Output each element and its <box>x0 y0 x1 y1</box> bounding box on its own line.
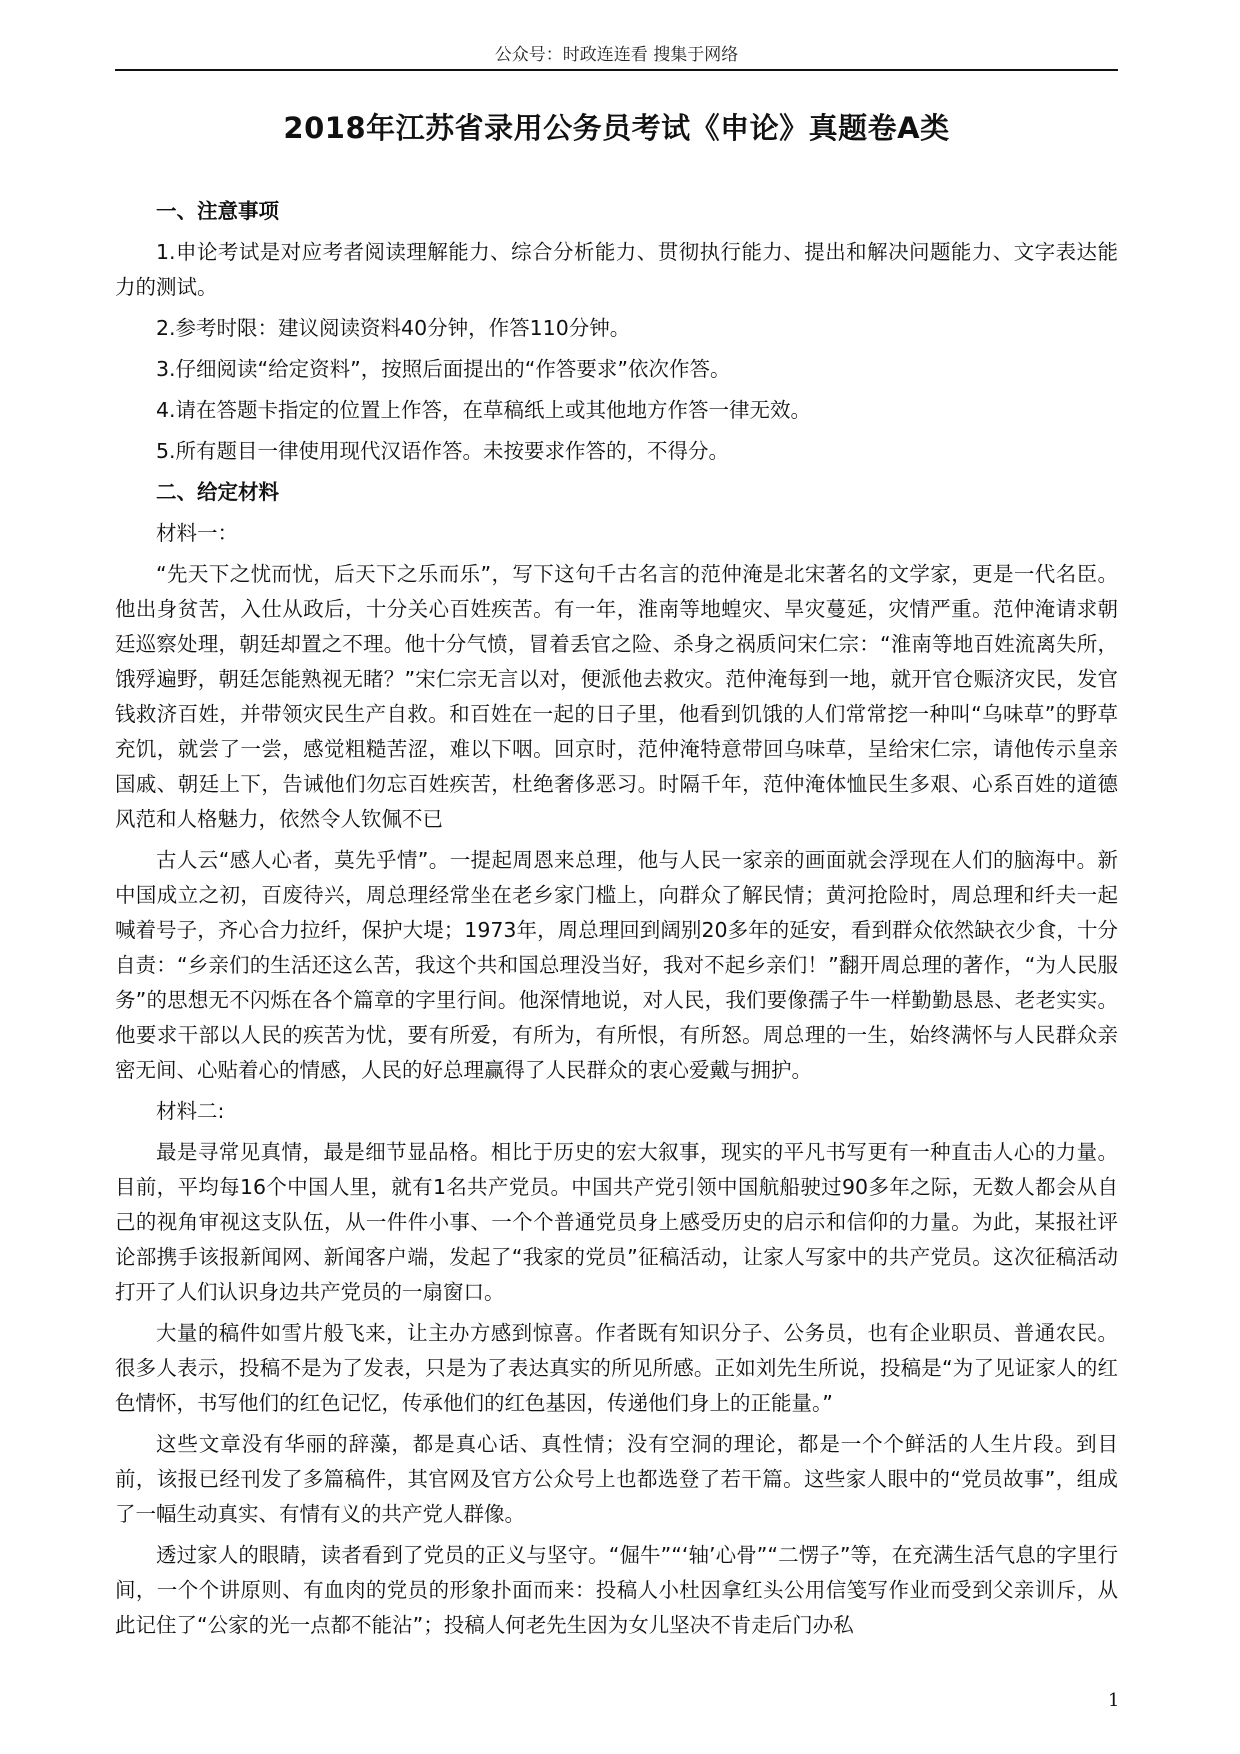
note-item-4: 4.请在答题卡指定的位置上作答，在草稿纸上或其他地方作答一律无效。 <box>156 398 812 422</box>
paragraph: “先天下之忧而忧，后天下之乐而乐”，写下这句千古名言的范仲淹是北宋著名的文学家，更是一代名臣。他出身贫苦，入仕从政后，十分关心百姓疾苦。有一年，淮南等地蝗灾、旱灾蔓延，灾情严重。范仲淹请求朝廷巡察处理，朝廷却置之不理。他十分气愤，冒着丢官之险、杀身之祸质问宋仁宗：“淮南等地百姓流离失所，饿殍遍野，朝廷怎能熟视无睹？”宋仁宗无言以对，便派他去救灾。范仲淹每到一地，就开官仓赈济灾民，发官钱救济百姓，并带领灾民生产自救。和百姓在一起的日子里，他看到饥饿的人们常常挖一种叫“乌味草”的野草充饥，就尝了一尝，感觉粗糙苦涩，难以下咽。回京时，范仲淹特意带回乌味草，呈给宋仁宗，请他传示皇亲国戚、朝廷上下，告诫他们勿忘百姓疾苦，杜绝奢侈恶习。时隔千年，范仲淹体恤民生多艰、心系百姓的道德风范和人格魅力，依然令人钦佩不已 <box>115 562 1118 831</box>
section-heading-materials: 二、给定材料 <box>156 480 279 504</box>
material-2-label: 材料二: <box>156 1099 225 1123</box>
header-divider <box>115 69 1118 71</box>
note-item-2: 2.参考时限：建议阅读资料40分钟，作答110分钟。 <box>156 316 631 340</box>
material-1-label: 材料一： <box>156 521 238 545</box>
note-item-5: 5.所有题目一律使用现代汉语作答。未按要求作答的，不得分。 <box>156 439 730 463</box>
paragraph: 大量的稿件如雪片般飞来，让主办方感到惊喜。作者既有知识分子、公务员，也有企业职员、普通农民。很多人表示，投稿不是为了发表，只是为了表达真实的所见所感。正如刘先生所说，投稿是“为了见证家人的红色情怀，书写他们的红色记忆，传承他们的红色基因，传递他们身上的正能量。” <box>115 1321 1118 1415</box>
note-item-3: 3.仔细阅读“给定资料”，按照后面提出的“作答要求”依次作答。 <box>156 357 731 381</box>
paragraph: 最是寻常见真情，最是细节显品格。相比于历史的宏大叙事，现实的平凡书写更有一种直击人心的力量。目前，平均每16个中国人里，就有1名共产党员。中国共产党引领中国航船驶过90多年之际，无数人都会从自己的视角审视这支队伍，从一件件小事、一个个普通党员身上感受历史的启示和信仰的力量。为此，某报社评论部携手该报新闻网、新闻客户端，发起了“我家的党员”征稿活动，让家人写家中的共产党员。这次征稿活动打开了人们认识身边共产党员的一扇窗口。 <box>115 1140 1118 1304</box>
document-title: 2018年江苏省录用公务员考试《申论》真题卷A类 <box>283 111 950 145</box>
page-header-source: 公众号：时政连连看 搜集于网络 <box>494 45 739 65</box>
note-item-1: 1.申论考试是对应考者阅读理解能力、综合分析能力、贯彻执行能力、提出和解决问题能力、文字表达能力的测试。 <box>115 240 1118 299</box>
paragraph: 古人云“感人心者，莫先乎情”。一提起周恩来总理，他与人民一家亲的画面就会浮现在人们的脑海中。新中国成立之初，百废待兴，周总理经常坐在老乡家门槛上，向群众了解民情；黄河抢险时，周总理和纤夫一起喊着号子，齐心合力拉纤，保护大堤；1973年，周总理回到阔别20多年的延安，看到群众依然缺衣少食，十分自责：“乡亲们的生活还这么苦，我这个共和国总理没当好，我对不起乡亲们！”翻开周总理的著作，“为人民服务”的思想无不闪烁在各个篇章的字里行间。他深情地说，对人民，我们要像孺子牛一样勤勤恳恳、老老实实。他要求干部以人民的疾苦为忧，要有所爱，有所为，有所恨，有所怒。周总理的一生，始终满怀与人民群众亲密无间、心贴着心的情感，人民的好总理赢得了人民群众的衷心爱戴与拥护。 <box>115 848 1118 1082</box>
paragraph: 这些文章没有华丽的辞藻，都是真心话、真性情；没有空洞的理论，都是一个个鲜活的人生片段。到目前，该报已经刊发了多篇稿件，其官网及官方公众号上也都选登了若干篇。这些家人眼中的“党员故事”，组成了一幅生动真实、有情有义的共产党人群像。 <box>115 1432 1118 1526</box>
document-body <box>115 194 1118 1649</box>
paragraph: 透过家人的眼睛，读者看到了党员的正义与坚守。“倔牛”“‘轴’心骨”“二愣子”等，在充满生活气息的字里行间，一个个讲原则、有血肉的党员的形象扑面而来：投稿人小杜因拿红头公用信笺写作业而受到父亲训斥，从此记住了“公家的光一点都不能沾”；投稿人何老先生因为女儿坚决不肯走后门办私 <box>115 1543 1118 1637</box>
section-heading-notes: 一、注意事项 <box>156 199 279 223</box>
page-number: 1 <box>1108 1690 1120 1711</box>
